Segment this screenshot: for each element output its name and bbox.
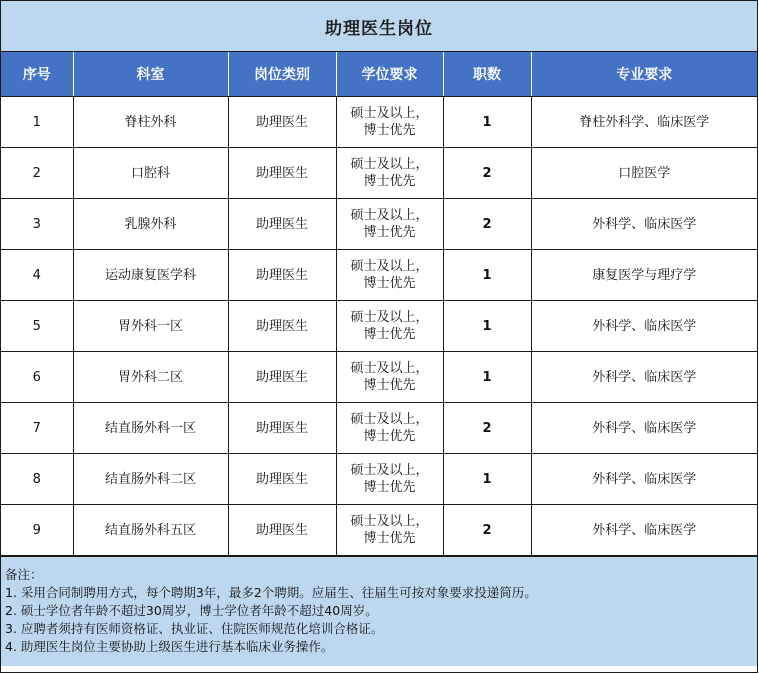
degree-line-2: 博士优先 (363, 225, 416, 240)
header-category: 岗位类别 (228, 52, 336, 97)
degree-line-2: 博士优先 (363, 276, 416, 291)
sheet-title: 助理医生岗位 (1, 1, 757, 52)
table-row (1, 148, 757, 199)
cell-degree (336, 199, 443, 250)
cell-count: 1 (443, 454, 531, 505)
cell-degree (336, 454, 443, 505)
cell-department: 乳腺外科 (73, 199, 228, 250)
degree-line-2: 博士优先 (363, 429, 416, 444)
note-item: 4. 助理医生岗位主要协助上级医生进行基本临床业务操作。 (5, 639, 334, 654)
cell-index: 5 (1, 301, 73, 352)
cell-count: 1 (443, 97, 531, 148)
degree-line-2: 博士优先 (363, 378, 416, 393)
cell-count: 2 (443, 403, 531, 454)
cell-department: 脊柱外科 (73, 97, 228, 148)
degree-line-2: 博士优先 (363, 174, 416, 189)
header-index: 序号 (1, 52, 73, 97)
cell-major: 外科学、临床医学 (531, 403, 757, 454)
table-row (1, 403, 757, 454)
cell-index: 6 (1, 352, 73, 403)
degree-line-1: 硕士及以上， (350, 259, 429, 274)
cell-department: 胃外科一区 (73, 301, 228, 352)
cell-count: 1 (443, 301, 531, 352)
cell-major: 外科学、临床医学 (531, 505, 757, 556)
table-row (1, 97, 757, 148)
cell-degree (336, 403, 443, 454)
header-degree: 学位要求 (336, 52, 443, 97)
cell-major: 外科学、临床医学 (531, 199, 757, 250)
header-count: 职数 (443, 52, 531, 97)
cell-index: 4 (1, 250, 73, 301)
cell-degree (336, 352, 443, 403)
degree-line-1: 硕士及以上， (350, 514, 429, 529)
degree-line-1: 硕士及以上， (350, 361, 429, 376)
cell-category: 助理医生 (228, 301, 336, 352)
cell-index: 7 (1, 403, 73, 454)
cell-count: 1 (443, 250, 531, 301)
cell-major: 外科学、临床医学 (531, 352, 757, 403)
cell-major: 外科学、临床医学 (531, 301, 757, 352)
note-item: 3. 应聘者须持有医师资格证、执业证、住院医师规范化培训合格证。 (5, 621, 384, 636)
cell-department: 结直肠外科五区 (73, 505, 228, 556)
cell-degree (336, 148, 443, 199)
cell-degree (336, 505, 443, 556)
table-row (1, 301, 757, 352)
cell-department: 口腔科 (73, 148, 228, 199)
cell-category: 助理医生 (228, 199, 336, 250)
cell-department: 结直肠外科一区 (73, 403, 228, 454)
cell-degree (336, 97, 443, 148)
table-row (1, 250, 757, 301)
cell-category: 助理医生 (228, 454, 336, 505)
header-department: 科室 (73, 52, 228, 97)
degree-line-1: 硕士及以上， (350, 208, 429, 223)
positions-table (1, 52, 757, 556)
cell-count: 2 (443, 199, 531, 250)
table-row (1, 454, 757, 505)
cell-index: 2 (1, 148, 73, 199)
degree-line-1: 硕士及以上， (350, 310, 429, 325)
cell-department: 胃外科二区 (73, 352, 228, 403)
cell-count: 2 (443, 505, 531, 556)
cell-count: 1 (443, 352, 531, 403)
cell-index: 3 (1, 199, 73, 250)
notes-section (1, 556, 757, 666)
cell-index: 8 (1, 454, 73, 505)
degree-line-2: 博士优先 (363, 327, 416, 342)
cell-degree (336, 301, 443, 352)
degree-line-2: 博士优先 (363, 123, 416, 138)
cell-major: 脊柱外科学、临床医学 (531, 97, 757, 148)
cell-major: 外科学、临床医学 (531, 454, 757, 505)
cell-category: 助理医生 (228, 403, 336, 454)
note-item: 1. 采用合同制聘用方式，每个聘期3年，最多2个聘期。应届生、往届生可按对象要求投递简历。 (5, 585, 537, 600)
degree-line-2: 博士优先 (363, 531, 416, 546)
notes-heading: 备注： (5, 567, 43, 582)
cell-index: 1 (1, 97, 73, 148)
header-major: 专业要求 (531, 52, 757, 97)
cell-degree (336, 250, 443, 301)
cell-major: 康复医学与理疗学 (531, 250, 757, 301)
degree-line-1: 硕士及以上， (350, 157, 429, 172)
cell-count: 2 (443, 148, 531, 199)
cell-category: 助理医生 (228, 352, 336, 403)
cell-department: 结直肠外科二区 (73, 454, 228, 505)
table-row (1, 199, 757, 250)
degree-line-1: 硕士及以上， (350, 463, 429, 478)
cell-major: 口腔医学 (531, 148, 757, 199)
table-row (1, 352, 757, 403)
table-row (1, 505, 757, 556)
note-item: 2. 硕士学位者年龄不超过30周岁，博士学位者年龄不超过40周岁。 (5, 603, 378, 618)
cell-category: 助理医生 (228, 250, 336, 301)
degree-line-1: 硕士及以上， (350, 412, 429, 427)
cell-department: 运动康复医学科 (73, 250, 228, 301)
degree-line-1: 硕士及以上， (350, 106, 429, 121)
cell-category: 助理医生 (228, 97, 336, 148)
degree-line-2: 博士优先 (363, 480, 416, 495)
cell-index: 9 (1, 505, 73, 556)
table-header-row (1, 52, 757, 97)
cell-category: 助理医生 (228, 148, 336, 199)
cell-category: 助理医生 (228, 505, 336, 556)
